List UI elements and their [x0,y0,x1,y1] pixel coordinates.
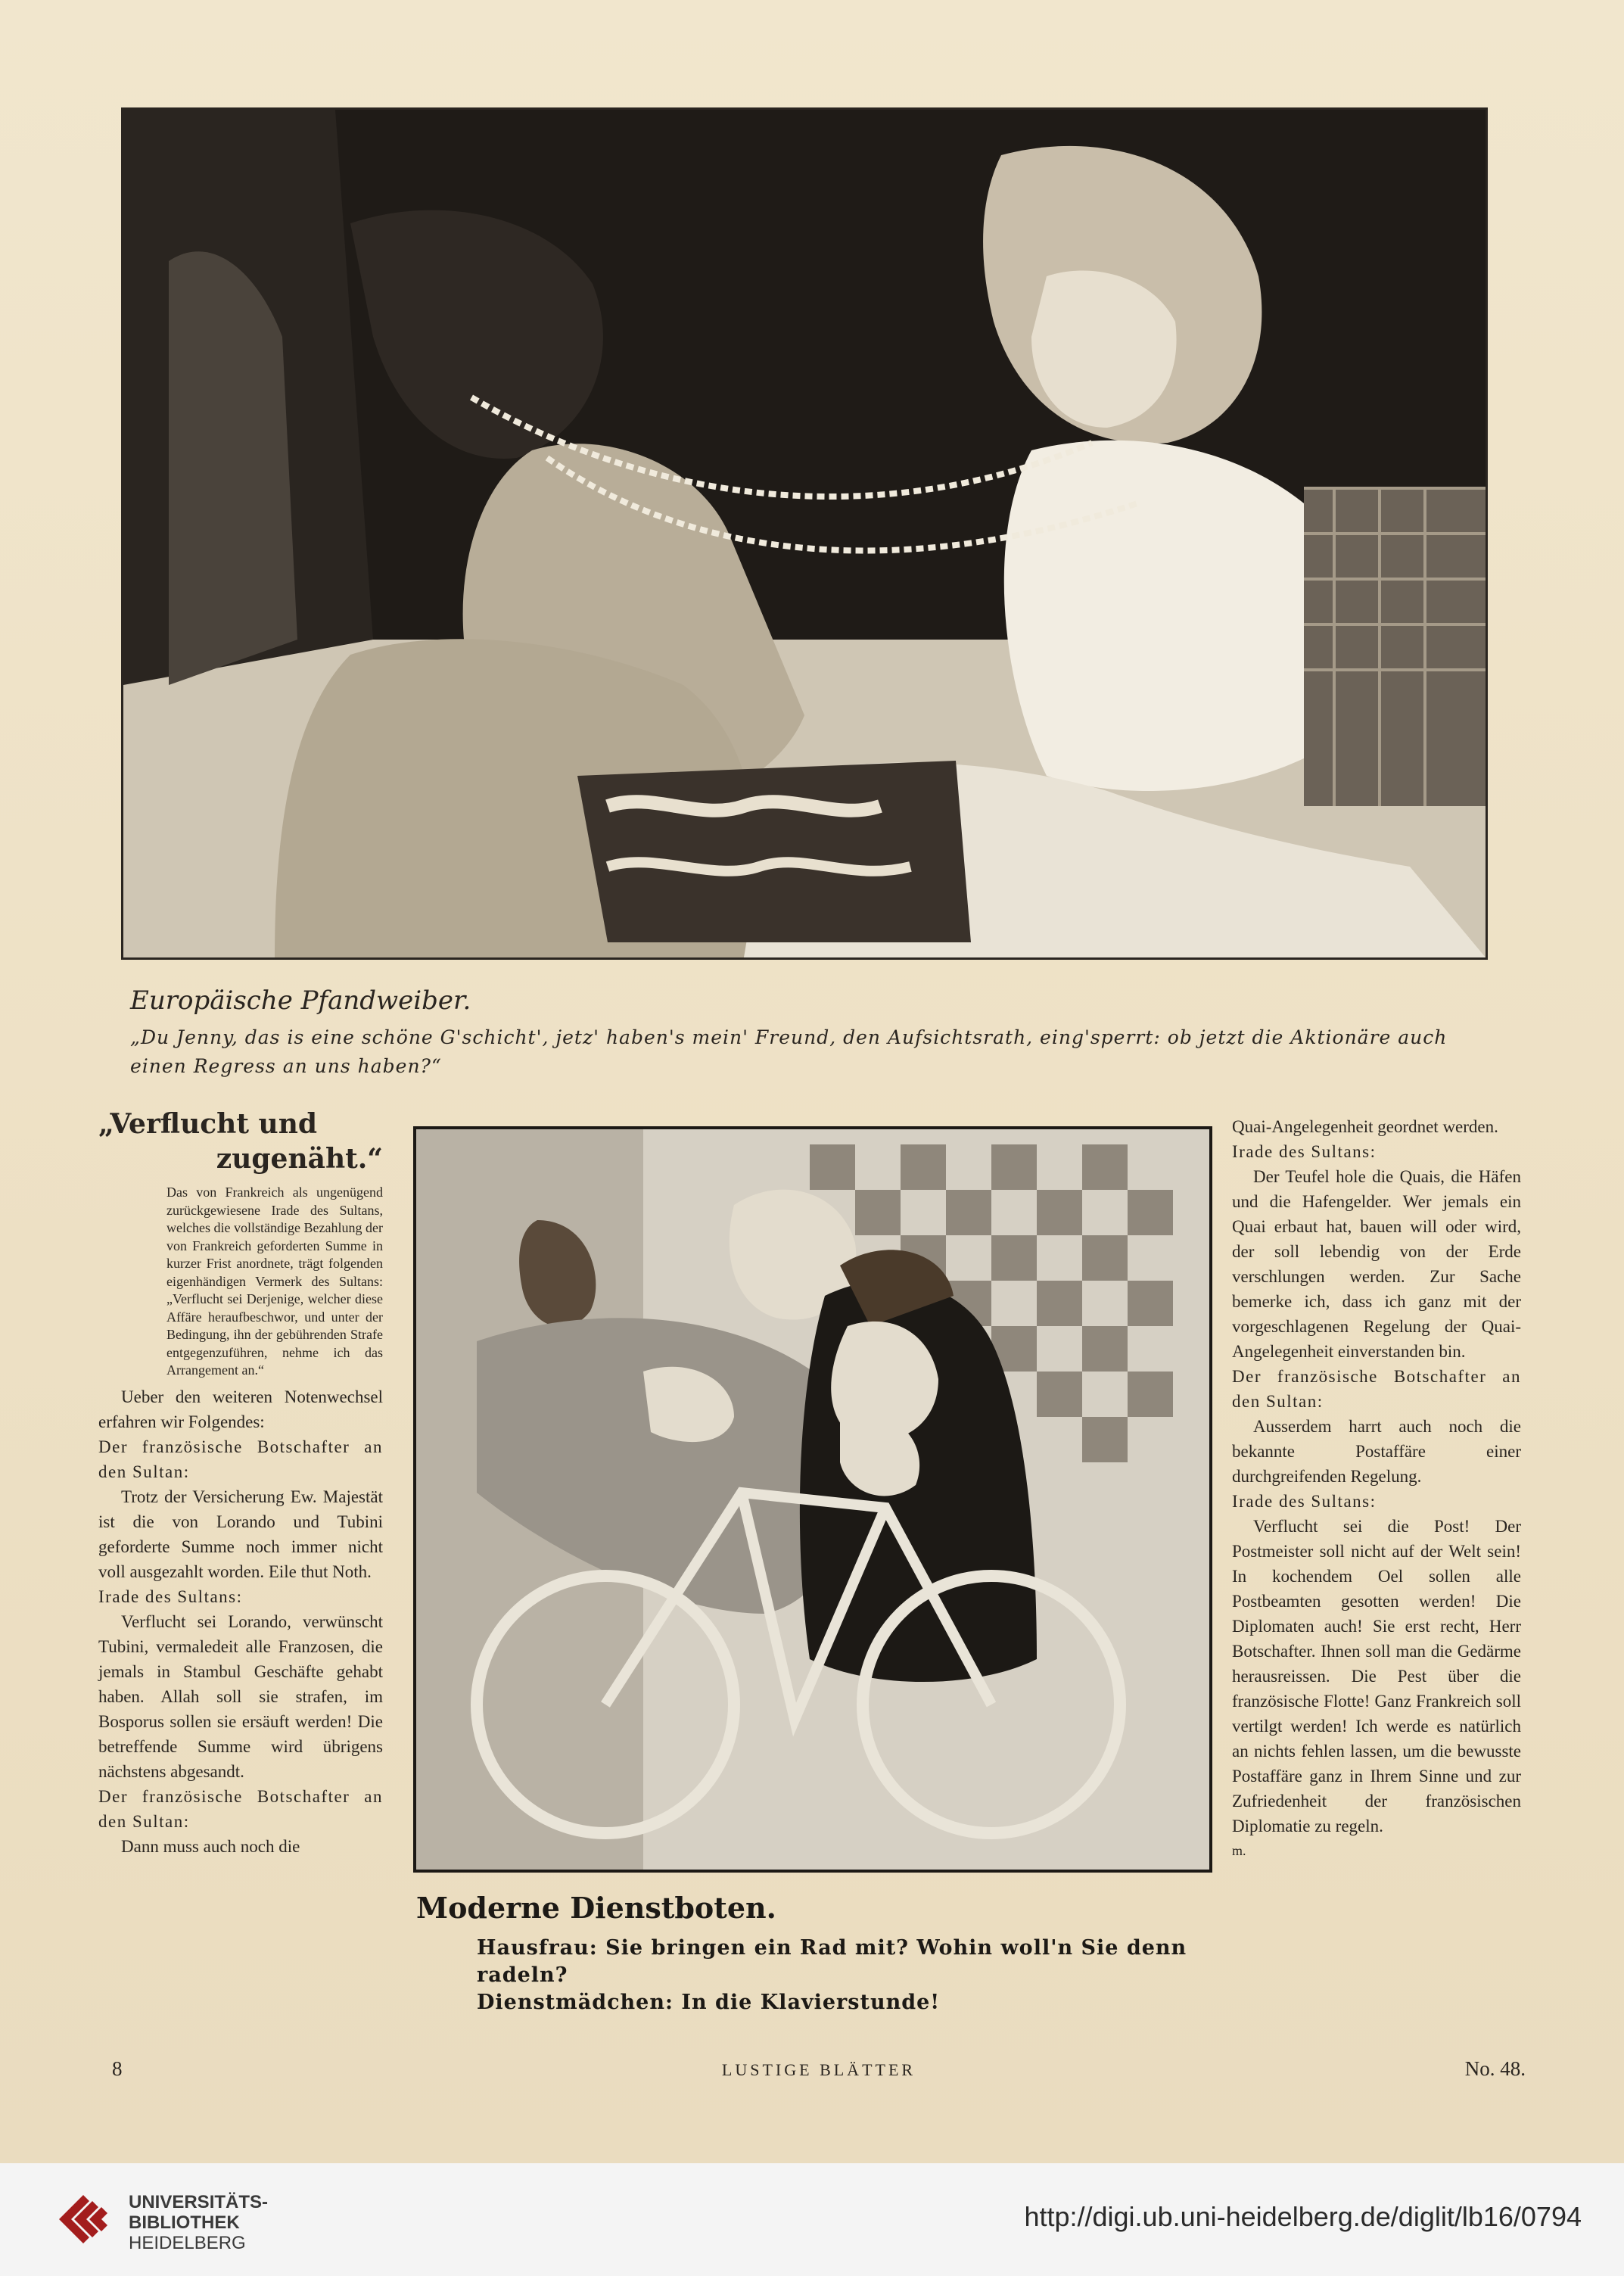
cartoon-caption: „Du Jenny, das is eine schöne G'schicht', jetz' haben's mein' Freund, den Aufsichtsrath, eing'sperrt: ob jetzt die Aktionäre auch einen Regress an uns haben?“ [130,1026,1448,1077]
article-title-line-2: zugenäht.“ [216,1143,383,1175]
illustration-pfandweiber [121,107,1488,960]
article-paragraph: Ueber den weiteren Notenwechsel erfahren wir Folgendes: [98,1387,383,1431]
article-right-column [1232,1114,1521,1863]
article-intro: Das von Frankreich als ungenügend zurückgewiesene Irade des Sultans, welches die vollständige Bezahlung der von Frankreich geforderten Summe in kurzer Frist anordnete, trägt folgenden eigenhändigen Vermerk des Sultans: „Verflucht sei Derjenige, welcher diese Affäre heraufbeschwor, und unter der Bedingung, ihn der gebührenden Strafe entgegenzuführen, nehme ich das Arrangement an.“ [166,1185,383,1378]
article-paragraph: Ausserdem harrt auch noch die bekannte Postaffäre einer durchgreifenden Regelung. [1232,1417,1521,1486]
article-subheading: Der französische Botschafter an den Sultan: [98,1786,383,1831]
article-left-column [98,1107,383,1859]
article-subheading: Irade des Sultans: [1232,1142,1377,1161]
document-url-link[interactable]: http://digi.ub.uni-heidelberg.de/diglit/lb16/0794 [1024,2201,1582,2232]
article-paragraph: Trotz der Versicherung Ew. Majestät ist die von Lorando und Tubini geforderte Summe noch immer nicht voll ausgezahlt worden. Eile thut Noth. [98,1487,383,1581]
library-name-line-3: HEIDELBERG [129,2233,246,2253]
illustration-dienstboten [413,1126,1212,1873]
article-subheading: Der französische Botschafter an den Sultan: [1232,1367,1521,1411]
article-signature: m. [1232,1843,1246,1858]
page-number: 8 [112,2057,123,2080]
cartoon-title-dienstboten: Moderne Dienstboten. [416,1891,776,1925]
article-title [98,1107,383,1176]
library-name-line-2: BIBLIOTHEK [129,2212,240,2233]
article-paragraph: Verflucht sei Lorando, verwünscht Tubini, vermaledeit alle Franzosen, die jemals in Stambul Geschäfte gehabt haben. Allah soll sie strafen, im Bosporus sollen sie ersäuft werden! Die betreffende Summe wird übrigens nächstens abgesandt. [98,1611,383,1781]
article-paragraph: Dann muss auch noch die [121,1836,300,1856]
article-subheading: Der französische Botschafter an den Sultan: [98,1437,383,1481]
library-logo-icon[interactable] [53,2189,114,2250]
cartoon-title: Europäische Pfandweiber. [130,985,471,1016]
article-title-line-1: „Verflucht und [98,1108,318,1140]
dialogue-line: Hausfrau: Sie bringen ein Rad mit? Wohin woll'n Sie denn radeln? [477,1936,1187,1987]
article-paragraph: Quai-Angelegenheit geordnet werden. [1232,1117,1498,1136]
library-name[interactable] [129,2192,268,2253]
article-paragraph: Der Teufel hole die Quais, die Häfen und die Hafengelder. Wer jemals ein Quai erbaut hat, bauen will oder wird, der soll lebendig von der Erde verschlungen werden. Zur Sache bemerke ich, dass ich ganz mit der vorgeschlagenen Regelung der Quai-Angelegenheit einverstanden bin. [1232,1167,1521,1361]
issue-number: No. 48. [1464,2057,1526,2080]
dialogue-line: Dienstmädchen: In die Klavierstunde! [477,1991,941,2014]
cartoon-dialogue [416,1935,1211,2016]
page-footer [112,2057,1526,2088]
library-name-line-1: UNIVERSITÄTS- [129,2192,269,2212]
magazine-name: LUSTIGE BLÄTTER [721,2060,916,2079]
article-subheading: Irade des Sultans: [98,1586,243,1606]
article-paragraph: Verflucht sei die Post! Der Postmeister soll nicht auf der Welt sein! In kochendem Oel sollen alle Postbeamten gesotten werden! Die Diplomaten auch! Sie erst recht, Herr Botschafter. Ihnen soll man die Gedärme herausreissen. Die Pest über die französische Flotte! Ganz Frankreich soll vertilgt werden! Ich werde es natürlich an nichts fehlen lassen, um die bewusste Postaffäre ganz in Ihrem Sinne und zur Zufriedenheit der französischen Diplomatie zu regeln. [1232,1517,1521,1835]
library-bar [0,2163,1624,2276]
article-subheading: Irade des Sultans: [1232,1492,1377,1511]
